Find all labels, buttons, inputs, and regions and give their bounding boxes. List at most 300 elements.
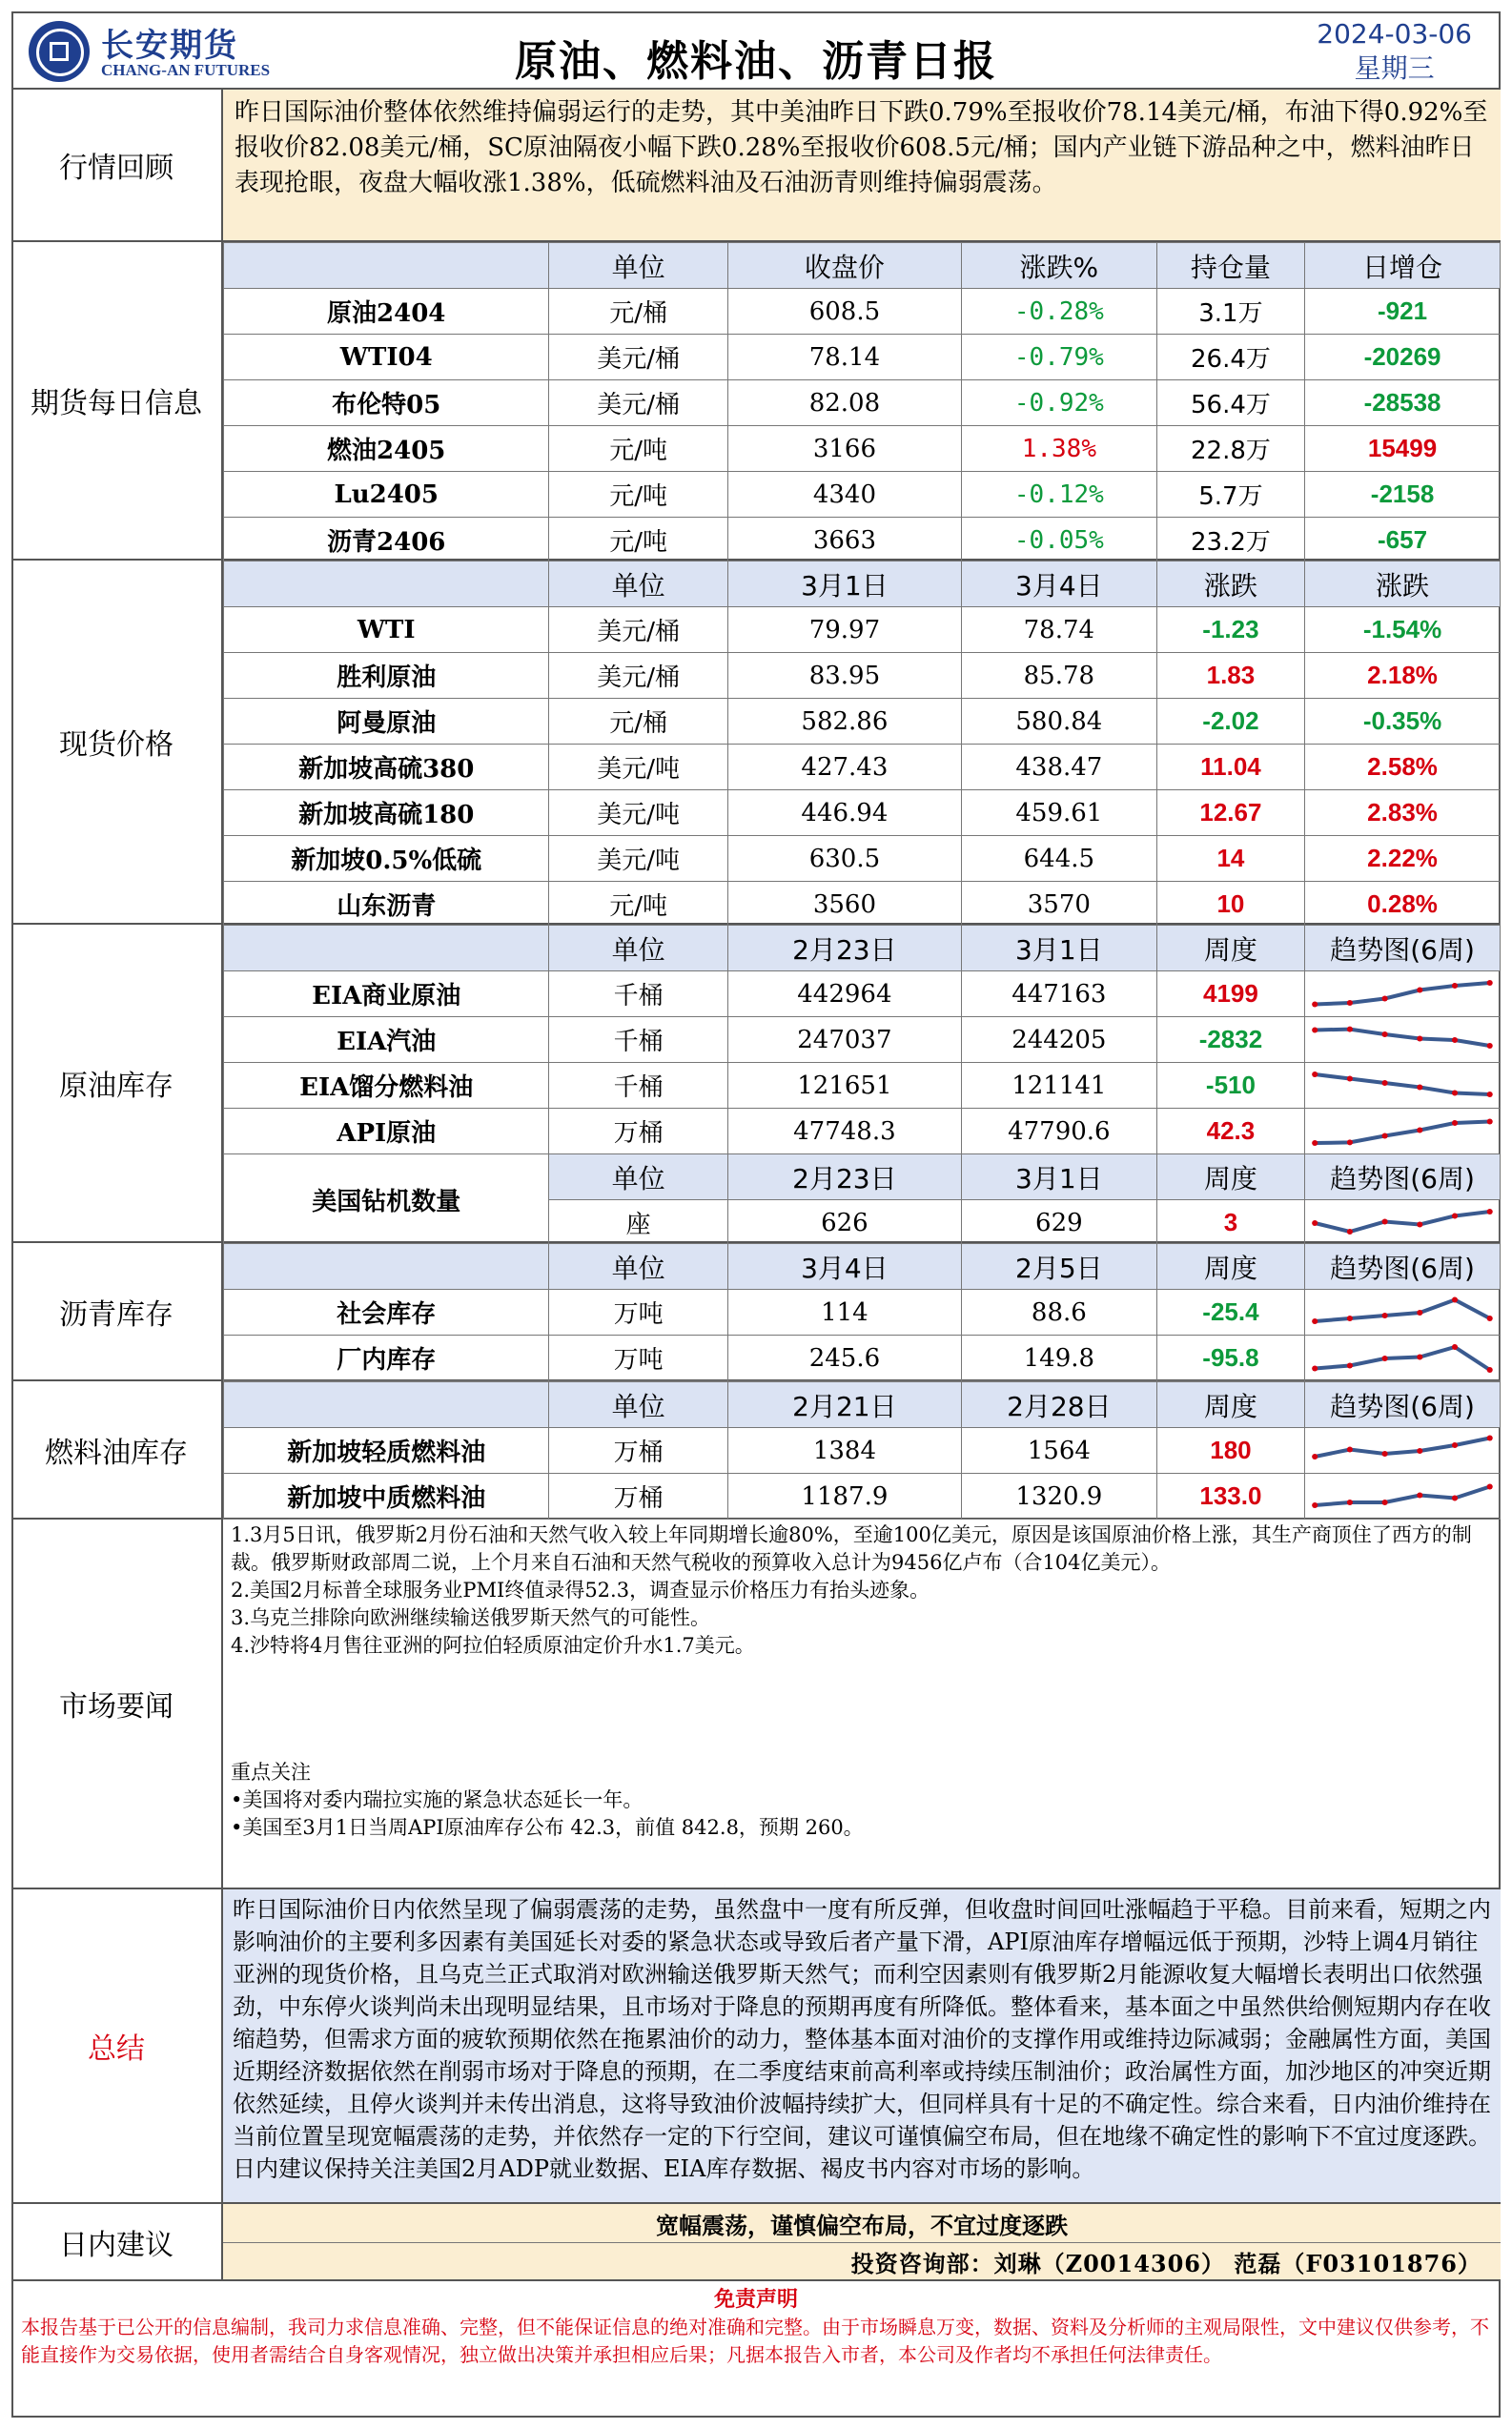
table-row: [224, 426, 1501, 472]
unit-cell: 千桶: [549, 1017, 727, 1063]
news-item: 3.乌克兰排除向欧洲继续输送俄罗斯天然气的可能性。: [231, 1606, 711, 1629]
column-header: 周度: [1156, 926, 1304, 971]
trend-point: [1417, 1355, 1422, 1360]
table-row: [224, 607, 1501, 653]
table-row: [224, 653, 1501, 699]
trend-point: [1452, 1120, 1458, 1126]
product-name: 山东沥青: [224, 882, 549, 928]
column-header: 周度: [1156, 1154, 1304, 1200]
table-row: [224, 1063, 1501, 1109]
daily-oi-change: -657: [1305, 518, 1501, 563]
section-label: 现货价格: [11, 561, 223, 923]
weekly-change: 42.3: [1156, 1109, 1304, 1154]
trend-sparkline: [1305, 1064, 1500, 1107]
product-name: 胜利原油: [224, 653, 549, 699]
trend-line: [1315, 1347, 1490, 1370]
trend-chart-cell: [1305, 1017, 1501, 1063]
trend-point: [1487, 1043, 1493, 1049]
price-change: 14: [1156, 836, 1304, 882]
value-curr: 1564: [961, 1428, 1156, 1474]
value-prev: 245.6: [727, 1336, 961, 1381]
trend-point: [1487, 1367, 1493, 1373]
trend-point: [1417, 1128, 1422, 1133]
rig-count-name: 美国钻机数量: [224, 1154, 549, 1246]
trend-point: [1417, 988, 1422, 993]
unit-cell: 千桶: [549, 971, 727, 1017]
column-header: 3月1日: [727, 561, 961, 607]
unit-cell: 千桶: [549, 1063, 727, 1109]
section-label: 总结: [11, 1889, 223, 2202]
weekly-change: 4199: [1156, 971, 1304, 1017]
trend-point: [1347, 1316, 1353, 1321]
trend-line: [1315, 983, 1490, 1005]
focus-item: •美国至3月1日当周API原油库存公布 42.3，前值 842.8，预期 260。: [231, 1816, 864, 1839]
column-header: 涨跌%: [961, 243, 1156, 289]
price-change: 10: [1156, 882, 1304, 928]
trend-line: [1315, 1074, 1490, 1094]
column-header: 趋势图(6周): [1305, 1244, 1501, 1290]
value-prev: 1187.9: [727, 1474, 961, 1520]
product-name: WTI: [224, 607, 549, 653]
crude-inventory-section: [11, 925, 1501, 1243]
daily-oi-change: -2158: [1305, 472, 1501, 518]
column-header: [224, 926, 549, 971]
column-header: 涨跌: [1156, 561, 1304, 607]
close-price: 3663: [727, 518, 961, 563]
trend-point: [1312, 1454, 1318, 1459]
table-row: [224, 518, 1501, 563]
unit-cell: 元/吨: [549, 518, 727, 563]
section-label: 日内建议: [11, 2204, 223, 2279]
value-prev: 47748.3: [727, 1109, 961, 1154]
table-row: [224, 836, 1501, 882]
company-name-en: CHANG-AN FUTURES: [101, 61, 271, 79]
trend-point: [1347, 1363, 1353, 1369]
unit-cell: 万桶: [549, 1474, 727, 1520]
contract-name: 沥青2406: [224, 518, 549, 563]
column-header: 趋势图(6周): [1305, 926, 1501, 971]
value-curr: 88.6: [961, 1290, 1156, 1336]
trend-point: [1487, 1436, 1493, 1441]
news-item: 1.3月5日讯，俄罗斯2月份石油和天然气收入较上年同期增长逾80%，至逾100亿美元，原因是该国原油价格上涨，其生产商顶住了西方的制裁。俄罗斯财政部周二说，上个月来自石油和天然气税收的预算收入总计为9456亿卢布（合104亿美元）。: [231, 1523, 1472, 1574]
price-curr: 78.74: [961, 607, 1156, 653]
news-item: 4.沙特将4月售往亚洲的阿拉伯轻质原油定价升水1.7美元。: [231, 1634, 755, 1657]
price-change-percent: 2.83%: [1305, 790, 1501, 836]
trend-line: [1315, 1212, 1490, 1232]
value-prev: 626: [727, 1200, 961, 1246]
column-header: [224, 561, 549, 607]
trend-chart-cell: [1305, 1290, 1501, 1336]
open-interest: 22.8万: [1156, 426, 1304, 472]
trend-point: [1417, 1036, 1422, 1042]
unit-cell: 元/吨: [549, 426, 727, 472]
weekly-change: 3: [1156, 1200, 1304, 1246]
table-header-row: [224, 926, 1501, 971]
price-change-percent: 2.58%: [1305, 745, 1501, 790]
close-price: 4340: [727, 472, 961, 518]
section-label: 原油库存: [11, 925, 223, 1241]
product-name: 阿曼原油: [224, 699, 549, 745]
trend-point: [1312, 1366, 1318, 1372]
trend-point: [1312, 1220, 1318, 1226]
price-change: 12.67: [1156, 790, 1304, 836]
trend-point: [1452, 1297, 1458, 1303]
value-curr: 47790.6: [961, 1109, 1156, 1154]
trend-point: [1312, 1072, 1318, 1077]
trend-point: [1312, 1318, 1318, 1324]
section-label: 燃料油库存: [11, 1381, 223, 1518]
report-header: [11, 11, 1501, 90]
trend-line: [1315, 1122, 1490, 1144]
unit-cell: 元/桶: [549, 289, 727, 335]
price-change: -2.02: [1156, 699, 1304, 745]
trend-sparkline: [1305, 1337, 1500, 1379]
price-change-percent: 2.22%: [1305, 836, 1501, 882]
weekly-change: -2832: [1156, 1017, 1304, 1063]
column-header: 单位: [549, 1244, 727, 1290]
trend-chart-cell: [1305, 1336, 1501, 1381]
unit-cell: 美元/桶: [549, 653, 727, 699]
contract-name: 布伦特05: [224, 380, 549, 426]
column-header: 趋势图(6周): [1305, 1154, 1501, 1200]
value-prev: 442964: [727, 971, 961, 1017]
trend-chart-cell: [1305, 1109, 1501, 1154]
value-prev: 1384: [727, 1428, 961, 1474]
intraday-advice-section: [11, 2204, 1501, 2281]
contract-name: Lu2405: [224, 472, 549, 518]
open-interest: 26.4万: [1156, 335, 1304, 380]
unit-cell: 美元/吨: [549, 745, 727, 790]
disclaimer-title: 免责声明: [713, 2287, 798, 2312]
item-name: EIA馏分燃料油: [224, 1063, 549, 1109]
section-label: 行情回顾: [11, 90, 223, 240]
change-percent: 1.38%: [961, 426, 1156, 472]
trend-point: [1312, 1502, 1318, 1508]
change-percent: -0.92%: [961, 380, 1156, 426]
close-price: 78.14: [727, 335, 961, 380]
open-interest: 3.1万: [1156, 289, 1304, 335]
trend-point: [1312, 1002, 1318, 1008]
trend-point: [1487, 980, 1493, 986]
table-header-row: [224, 1382, 1501, 1428]
trend-line: [1315, 1487, 1490, 1506]
trend-chart-cell: [1305, 1428, 1501, 1474]
table-row: [224, 1428, 1501, 1474]
price-curr: 459.61: [961, 790, 1156, 836]
column-header: 单位: [549, 561, 727, 607]
value-prev: 121651: [727, 1063, 961, 1109]
unit-cell: 美元/桶: [549, 380, 727, 426]
news-content: [223, 1520, 1501, 1888]
table-header-row: [224, 1244, 1501, 1290]
trend-point: [1452, 1214, 1458, 1219]
change-percent: -0.12%: [961, 472, 1156, 518]
contract-name: 原油2404: [224, 289, 549, 335]
trend-point: [1487, 1209, 1493, 1214]
trend-point: [1417, 1085, 1422, 1091]
market-review-section: [11, 90, 1501, 242]
weekly-change: 180: [1156, 1428, 1304, 1474]
unit-cell: 元/桶: [549, 699, 727, 745]
trend-line: [1315, 1300, 1490, 1322]
daily-oi-change: -28538: [1305, 380, 1501, 426]
value-curr: 121141: [961, 1063, 1156, 1109]
item-name: 厂内库存: [224, 1336, 549, 1381]
rig-header-row: [224, 1154, 1501, 1200]
table-row: [224, 1336, 1501, 1381]
company-name-cn: 长安期货: [101, 27, 238, 65]
product-name: 新加坡0.5%低硫: [224, 836, 549, 882]
price-curr: 3570: [961, 882, 1156, 928]
unit-cell: 美元/吨: [549, 836, 727, 882]
price-prev: 3560: [727, 882, 961, 928]
column-header: 3月4日: [961, 561, 1156, 607]
table-row: [224, 1290, 1501, 1336]
advice-text: 宽幅震荡，谨慎偏空布局，不宜过度逐跌: [223, 2204, 1501, 2243]
value-prev: 247037: [727, 1017, 961, 1063]
trend-point: [1487, 1484, 1493, 1490]
fuel-oil-inventory-table: [223, 1381, 1501, 1520]
value-prev: 114: [727, 1290, 961, 1336]
trend-point: [1382, 1451, 1388, 1457]
trend-point: [1382, 1500, 1388, 1505]
value-curr: 629: [961, 1200, 1156, 1246]
disclaimer: [11, 2281, 1501, 2418]
report-title: 原油、燃料油、沥青日报: [515, 37, 997, 86]
unit-cell: 美元/桶: [549, 607, 727, 653]
price-prev: 630.5: [727, 836, 961, 882]
trend-sparkline: [1305, 1291, 1500, 1334]
table-row: [224, 380, 1501, 426]
item-name: EIA汽油: [224, 1017, 549, 1063]
column-header: 单位: [549, 1382, 727, 1428]
trend-sparkline: [1305, 972, 1500, 1015]
table-row: [224, 1474, 1501, 1520]
contract-name: 燃油2405: [224, 426, 549, 472]
trend-point: [1312, 1140, 1318, 1146]
trend-sparkline: [1305, 1429, 1500, 1472]
table-row: [224, 971, 1501, 1017]
product-name: 新加坡高硫380: [224, 745, 549, 790]
trend-chart-cell: [1305, 1063, 1501, 1109]
trend-point: [1452, 1037, 1458, 1043]
section-label: 期货每日信息: [11, 242, 223, 559]
weekly-change: 133.0: [1156, 1474, 1304, 1520]
product-name: 新加坡高硫180: [224, 790, 549, 836]
fuel-oil-inventory-section: [11, 1381, 1501, 1520]
price-change-percent: 0.28%: [1305, 882, 1501, 928]
unit-cell: 美元/桶: [549, 335, 727, 380]
spot-table: [223, 561, 1501, 928]
weekly-change: -95.8: [1156, 1336, 1304, 1381]
item-name: API原油: [224, 1109, 549, 1154]
contract-name: WTI04: [224, 335, 549, 380]
price-change-percent: 2.18%: [1305, 653, 1501, 699]
value-curr: 1320.9: [961, 1474, 1156, 1520]
date-value: 2024-03-06: [1317, 18, 1472, 50]
trend-point: [1417, 1448, 1422, 1454]
item-name: 新加坡轻质燃料油: [224, 1428, 549, 1474]
trend-point: [1382, 1080, 1388, 1086]
item-name: 社会库存: [224, 1290, 549, 1336]
table-header-row: [224, 561, 1501, 607]
open-interest: 56.4万: [1156, 380, 1304, 426]
change-percent: -0.79%: [961, 335, 1156, 380]
trend-point: [1347, 1139, 1353, 1145]
change-percent: -0.28%: [961, 289, 1156, 335]
weekly-change: -510: [1156, 1063, 1304, 1109]
trend-sparkline: [1305, 1475, 1500, 1518]
trend-point: [1382, 1133, 1388, 1139]
trend-chart-cell: [1305, 1200, 1501, 1246]
news-item: 2.美国2月标普全球服务业PMI终值录得52.3，调查显示价格压力有抬头迹象。: [231, 1579, 930, 1602]
unit-cell: 座: [549, 1200, 727, 1246]
price-change-percent: -0.35%: [1305, 699, 1501, 745]
disclaimer-text: 本报告基于已公开的信息编制，我司力求信息准确、完整，但不能保证信息的绝对准确和完整。由于市场瞬息万变，数据、资料及分析师的主观局限性，文中建议仅供参考，不能直接作为交易依据，使用者需结合自身客观情况，独立做出决策并承担相应后果；凡据本报告入市者，本公司及作者均不承担任何法律责任。: [21, 2316, 1489, 2366]
price-curr: 85.78: [961, 653, 1156, 699]
table-header-row: [224, 243, 1501, 289]
price-curr: 644.5: [961, 836, 1156, 882]
column-header: 单位: [549, 243, 727, 289]
trend-chart-cell: [1305, 971, 1501, 1017]
market-news-section: [11, 1520, 1501, 1889]
trend-point: [1382, 1356, 1388, 1361]
trend-point: [1347, 1447, 1353, 1453]
column-header: 周度: [1156, 1382, 1304, 1428]
price-prev: 79.97: [727, 607, 961, 653]
item-name: EIA商业原油: [224, 971, 549, 1017]
table-row: [224, 882, 1501, 928]
value-curr: 244205: [961, 1017, 1156, 1063]
unit-cell: 万桶: [549, 1109, 727, 1154]
column-header: 涨跌: [1305, 561, 1501, 607]
price-curr: 580.84: [961, 699, 1156, 745]
trend-point: [1312, 1028, 1318, 1033]
column-header: 单位: [549, 926, 727, 971]
section-label: 市场要闻: [11, 1520, 223, 1888]
table-row: [224, 699, 1501, 745]
table-row: [224, 472, 1501, 518]
close-price: 608.5: [727, 289, 961, 335]
column-header: [224, 1382, 549, 1428]
daily-oi-change: -921: [1305, 289, 1501, 335]
trend-point: [1487, 1316, 1493, 1321]
unit-cell: 元/吨: [549, 882, 727, 928]
column-header: 趋势图(6周): [1305, 1382, 1501, 1428]
crude-inventory-table: [223, 925, 1501, 1246]
table-row: [224, 790, 1501, 836]
column-header: 2月28日: [961, 1382, 1156, 1428]
change-percent: -0.05%: [961, 518, 1156, 563]
trend-point: [1487, 1119, 1493, 1125]
report-date: [1317, 17, 1472, 86]
price-change: 11.04: [1156, 745, 1304, 790]
price-prev: 582.86: [727, 699, 961, 745]
trend-sparkline: [1305, 1110, 1500, 1153]
column-header: 3月4日: [727, 1244, 961, 1290]
price-change: 1.83: [1156, 653, 1304, 699]
column-header: 收盘价: [727, 243, 961, 289]
trend-point: [1417, 1310, 1422, 1316]
trend-point: [1452, 1344, 1458, 1350]
price-prev: 446.94: [727, 790, 961, 836]
table-row: [224, 1109, 1501, 1154]
close-price: 82.08: [727, 380, 961, 426]
trend-point: [1487, 1092, 1493, 1097]
trend-point: [1382, 996, 1388, 1002]
market-review-text: 昨日国际油价整体依然维持偏弱运行的走势，其中美油昨日下跌0.79%至报收价78.14美元/桶，布油下得0.92%至报收价82.08美元/桶，SC原油隔夜小幅下跌0.28%至报收价608.5元/桶；国内产业链下游品种之中，燃料油昨日表现抢眼，夜盘大幅收涨1.38%，低硫燃料油及石油沥青则维持偏弱震荡。: [223, 90, 1501, 240]
section-label: 沥青库存: [11, 1243, 223, 1379]
trend-sparkline: [1305, 1018, 1500, 1061]
column-header: 持仓量: [1156, 243, 1304, 289]
open-interest: 23.2万: [1156, 518, 1304, 563]
column-header: 2月23日: [727, 926, 961, 971]
table-row: [224, 335, 1501, 380]
price-change: -1.23: [1156, 607, 1304, 653]
unit-cell: 万吨: [549, 1290, 727, 1336]
daily-oi-change: 15499: [1305, 426, 1501, 472]
column-header: 日增仓: [1305, 243, 1501, 289]
trend-point: [1347, 1076, 1353, 1082]
column-header: 3月1日: [961, 1154, 1156, 1200]
unit-cell: 万桶: [549, 1428, 727, 1474]
column-header: 周度: [1156, 1244, 1304, 1290]
focus-item: •美国将对委内瑞拉实施的紧急状态延长一年。: [231, 1788, 644, 1811]
table-row: [224, 289, 1501, 335]
weekly-change: -25.4: [1156, 1290, 1304, 1336]
weekday-value: 星期三: [1354, 52, 1435, 84]
column-header: [224, 1244, 549, 1290]
unit-cell: 万吨: [549, 1336, 727, 1381]
trend-point: [1452, 1442, 1458, 1448]
asphalt-inventory-table: [223, 1243, 1501, 1381]
trend-point: [1347, 1000, 1353, 1006]
daily-oi-change: -20269: [1305, 335, 1501, 380]
trend-point: [1382, 1313, 1388, 1318]
column-header: 2月23日: [727, 1154, 961, 1200]
open-interest: 5.7万: [1156, 472, 1304, 518]
trend-chart-cell: [1305, 1474, 1501, 1520]
price-curr: 438.47: [961, 745, 1156, 790]
trend-line: [1315, 1439, 1490, 1458]
price-prev: 83.95: [727, 653, 961, 699]
table-row: [224, 745, 1501, 790]
summary-text: 昨日国际油价日内依然呈现了偏弱震荡的走势，虽然盘中一度有所反弹，但收盘时间回吐涨幅趋于平稳。目前来看，短期之内影响油价的主要利多因素有美国延长对委的紧急状态或导致后者产量下滑，API原油库存增幅远低于预期，沙特上调4月销往亚洲的现货价格，且乌克兰正式取消对欧洲输送俄罗斯天然气；而利空因素则有俄罗斯2月能源收复大幅增长表明出口依然强劲，中东停火谈判尚未出现明显结果，且市场对于降息的预期再度有所降低。整体看来，基本面之中虽然供给侧短期内存在收缩趋势，但需求方面的疲软预期依然在拖累油价的动力，整体基本面对油价的支撑作用或维持边际减弱；金融属性方面，美国近期经济数据依然在削弱市场对于降息的预期，在二季度结束前高利率或持续压制油价；政治属性方面，加沙地区的冲突近期依然延续，且停火谈判并未传出消息，这将导致油价波幅持续扩大，但同样具有十足的不确定性。综合来看，日内油价维持在当前位置呈现宽幅震荡的走势，并依然存一定的下行空间，建议可谨慎偏空布局，但在地缘不确定性的影响下不宜过度逐跌。日内建议保持关注美国2月ADP就业数据、EIA库存数据、褐皮书内容对市场的影响。: [223, 1889, 1501, 2202]
trend-sparkline: [1305, 1201, 1500, 1244]
column-header: 单位: [549, 1154, 727, 1200]
trend-point: [1382, 1031, 1388, 1037]
unit-cell: 元/吨: [549, 472, 727, 518]
trend-point: [1452, 1496, 1458, 1501]
focus-title: 重点关注: [231, 1761, 311, 1784]
value-curr: 149.8: [961, 1336, 1156, 1381]
close-price: 3166: [727, 426, 961, 472]
trend-point: [1417, 1493, 1422, 1499]
futures-table: [223, 242, 1501, 563]
trend-point: [1382, 1219, 1388, 1225]
column-header: 3月1日: [961, 926, 1156, 971]
advisor-names: 投资咨询部：刘琳（Z0014306） 范磊（F03101876）: [223, 2243, 1501, 2279]
column-header: 2月21日: [727, 1382, 961, 1428]
trend-point: [1347, 1500, 1353, 1505]
trend-point: [1452, 1091, 1458, 1096]
price-change-percent: -1.54%: [1305, 607, 1501, 653]
value-curr: 447163: [961, 971, 1156, 1017]
column-header: [224, 243, 549, 289]
trend-point: [1417, 1222, 1422, 1228]
spot-section: [11, 561, 1501, 925]
asphalt-inventory-section: [11, 1243, 1501, 1381]
